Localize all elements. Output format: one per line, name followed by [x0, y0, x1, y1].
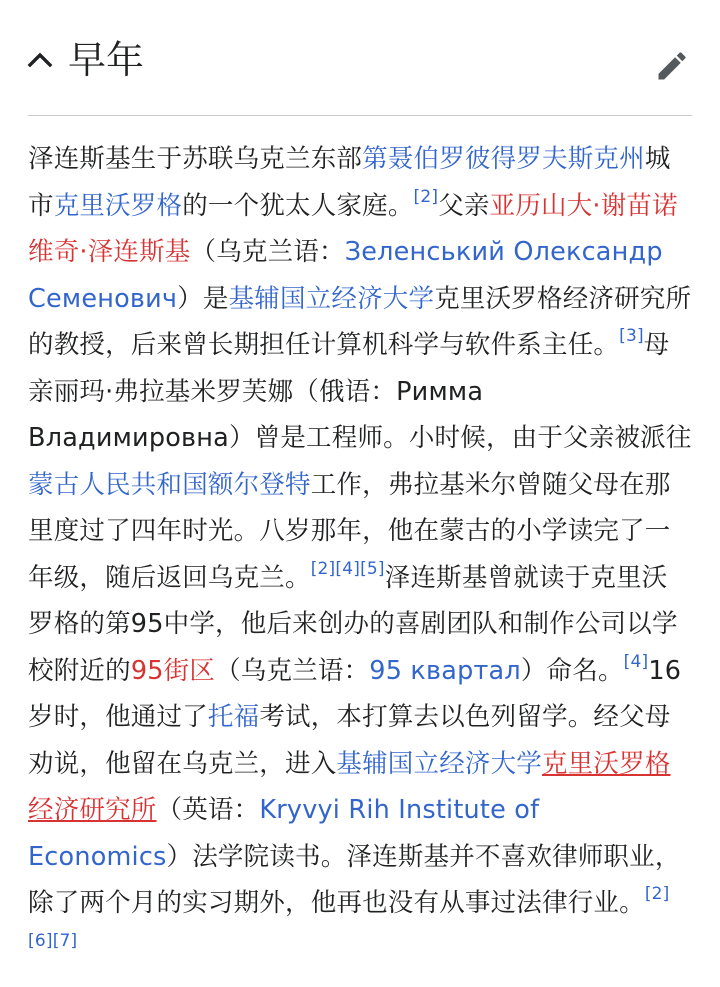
reference-2 — [414, 187, 439, 207]
link-kryvyi-rih[interactable]: 克里沃罗格 — [53, 190, 183, 221]
text: 城市 — [28, 144, 671, 221]
early-life-paragraph — [28, 136, 692, 973]
text: 泽连斯基曾就读于克里沃罗格的第95中学，他后来创办的喜剧团队和制作公司以学校附近的 — [28, 562, 678, 686]
reference-link[interactable]: [5] — [360, 558, 385, 579]
reference-3 — [619, 326, 644, 346]
reference-link[interactable]: [4] — [623, 651, 649, 672]
text: （乌克兰语： — [190, 237, 345, 267]
link-mongolian-peoples-republic[interactable]: 蒙古人民共和国 — [28, 469, 208, 500]
reference-link[interactable]: [4] — [335, 558, 361, 579]
text: 16岁时，他通过了 — [28, 655, 682, 732]
text: 父亲 — [438, 190, 490, 221]
link-erdenet[interactable]: 额尔登特 — [207, 469, 311, 500]
text: 克里沃罗格经济研究所的教授，后来曾长期担任计算机科学与软件系主任。 — [28, 283, 692, 360]
text: ）是 — [177, 283, 229, 314]
text: （乌克兰语： — [215, 655, 370, 686]
text: ）法学院读书。泽连斯基并不喜欢律师职业，除了两个月的实习期外，他再也没有从事过法律行业。 — [28, 841, 681, 918]
text: 母亲丽玛·弗拉基米罗芙娜（俄语：Римма Владимировна）曾是工程师。小时候，由于父亲被派往 — [28, 330, 692, 453]
link-kryvyi-rih-institute-english[interactable]: Kryvyi Rih Institute of Economics — [28, 795, 540, 872]
chevron-up-icon[interactable] — [26, 46, 54, 74]
text: 泽连斯基生于苏联乌克兰东部 — [28, 144, 363, 174]
pencil-icon[interactable] — [654, 48, 690, 84]
text: 工作，弗拉基米尔曾随父母在那里度过了四年时光。八岁那年，他在蒙古的小学读完了一年级，随后返回乌克兰。 — [28, 469, 671, 593]
reference-link[interactable]: [2] — [644, 884, 670, 904]
reference-link[interactable]: [6] — [28, 930, 53, 951]
link-kyiv-economics-university-2[interactable]: 基辅国立经济大学 — [336, 748, 543, 779]
redlink-kryvyi-rih-institute[interactable]: 克里沃罗格经济研究所 — [28, 748, 671, 825]
divider — [28, 115, 692, 116]
link-kvartal-95-ukrainian[interactable]: 95 квартал — [369, 655, 521, 686]
link-dnipropetrovsk-oblast[interactable]: 第聂伯罗彼得罗夫斯克州 — [362, 144, 645, 174]
reference-2 — [311, 559, 385, 579]
text: （英语： — [156, 795, 260, 825]
section-header — [0, 0, 720, 116]
link-toefl[interactable]: 托福 — [207, 702, 260, 732]
reference-4 — [624, 652, 649, 672]
redlink-father[interactable]: 亚历山大·谢苗诺维奇·泽连斯基 — [28, 190, 678, 267]
reference-link[interactable]: [7] — [52, 930, 78, 951]
text: 考试，本打算去以色列留学。经父母劝说，他留在乌克兰，进入 — [28, 702, 671, 779]
text: ）命名。 — [520, 655, 624, 686]
text: 的一个犹太人家庭。 — [182, 190, 414, 221]
redlink-kvartal-95[interactable]: 95街区 — [130, 655, 216, 686]
link-father-ukrainian[interactable]: Зеленський Олександр Семенович — [28, 237, 663, 314]
section-title: 早年 — [68, 38, 145, 82]
reference-link[interactable]: [3] — [619, 326, 644, 346]
reference-link[interactable]: [2] — [413, 186, 439, 207]
link-kyiv-economics-university[interactable]: 基辅国立经济大学 — [228, 283, 435, 314]
reference-link[interactable]: [2] — [310, 558, 336, 579]
